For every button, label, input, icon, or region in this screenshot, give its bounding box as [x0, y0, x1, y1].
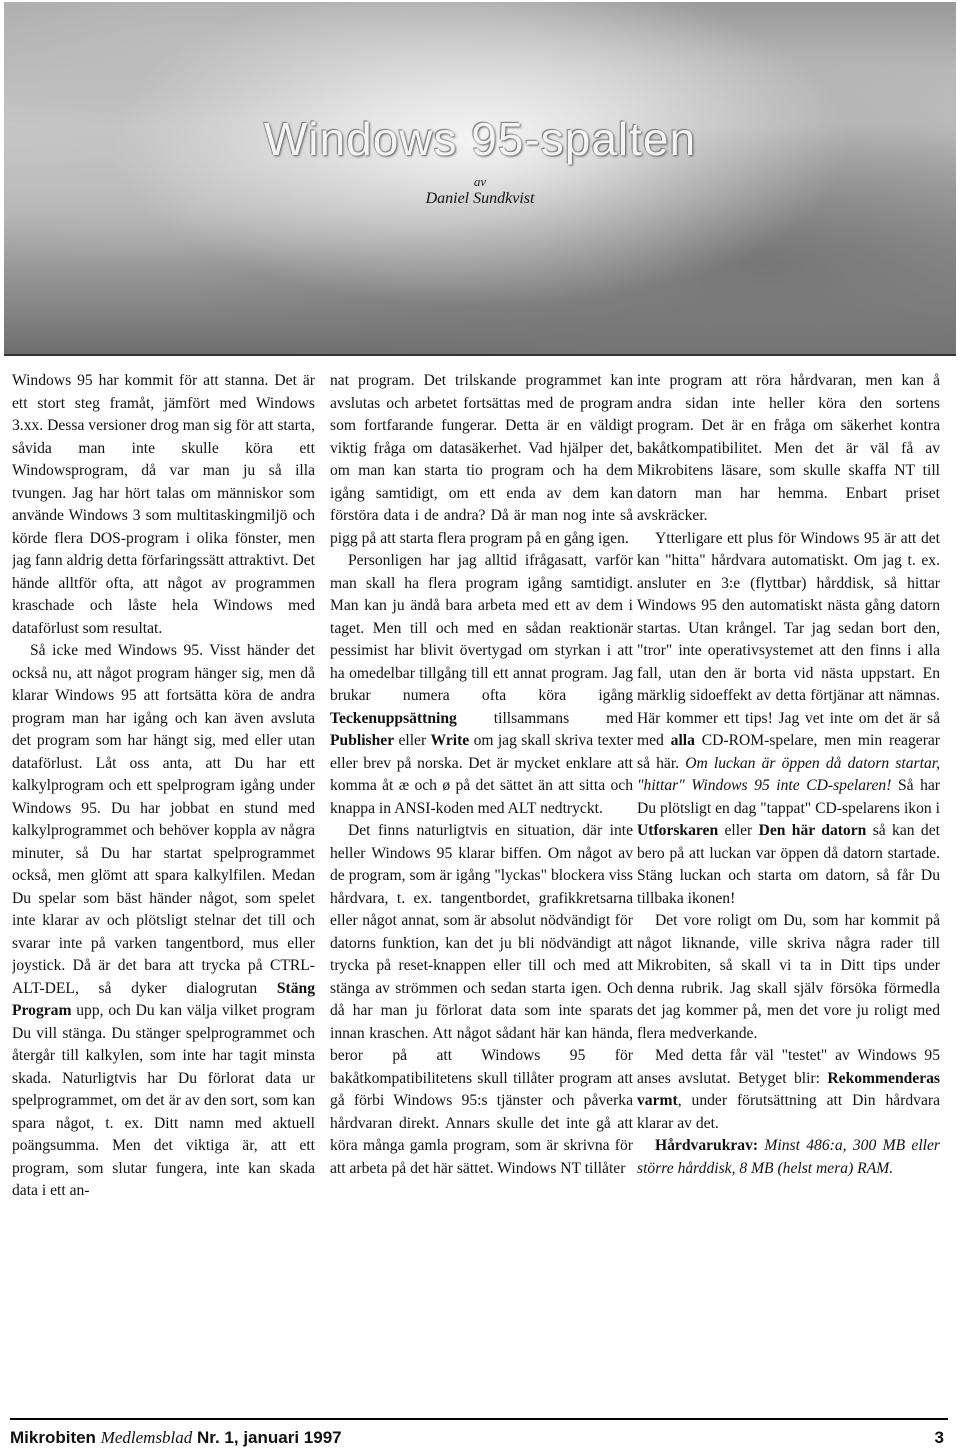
bold-text: Stäng Program — [12, 979, 315, 1019]
article-body — [12, 370, 950, 1395]
italic-text: Om luckan är öppen då datorn startar, "hittar" Windows 95 inte CD-spelaren! — [637, 754, 940, 794]
page-number: 3 — [934, 1428, 944, 1447]
footer-publication — [10, 1428, 342, 1448]
paragraph — [637, 1135, 940, 1180]
text-run: CD-ROM-spelare, men min reagerar så här. — [637, 732, 940, 772]
paragraph: Windows 95 har kommit för att stanna. Det är ett stort steg framåt, jämfört med Windows 3.xx. Dessa versioner drog man sig för att starta, såvida man inte skulle köra ett Windowsprogram, då var man ju så illa tvungen. Jag har hört talas om människor som använde Windows 3 som multitaskingmiljö och körde flera DOS-program i olika fönster, men jag fann aldrig detta förfaringssätt attraktivt. Det hände alltför ofta, att något av programmen kraschade och låste hela Windows med dataförlust som resultat. — [12, 372, 315, 637]
header-banner — [4, 2, 956, 356]
column-3 — [637, 370, 940, 1395]
paragraph: nat program. Det trilskande programmet kan avslutas och arbetet fortsättas med de program som fortfarande fungerar. Detta är en väldigt viktig fråga om datasäkerhet. Vad hjälper det, om man kan starta tio program och ha dem igång samtidigt, om ett enda av dem kan förstöra data i de andra? Då är man nog inte så pigg på att starta flera program på en gång igen. — [330, 372, 633, 547]
paragraph — [12, 640, 315, 1203]
article-title: Windows 95-spalten — [263, 113, 697, 165]
text-run: om jag skall skriva texter eller brev på norska. Det är mycket enklare att komma åt æ och ø på det sättet än att sitta och knappa in ANSI-koden med ALT nedtryckt. — [330, 732, 633, 817]
publication-name: Mikrobiten — [10, 1428, 96, 1447]
bold-text: Hårdvarukrav: — [655, 1137, 759, 1154]
bold-text: Publisher — [330, 732, 395, 749]
text-run: eller — [394, 732, 431, 749]
bold-text: Den här datorn — [758, 822, 867, 839]
publication-script: Medlemsblad — [100, 1428, 193, 1447]
bold-text: Write — [430, 732, 470, 749]
paragraph — [637, 528, 940, 911]
byline-author: Daniel Sundkvist — [425, 190, 535, 207]
column-2 — [330, 370, 633, 1395]
text-run: Så icke med Windows 95. Visst händer det också nu, att något program hänger sig, men då klarar Windows 95 att fortsätta köra de andra program man har igång och kan även avsluta det program som har hängt sig, med eller utan dataförlust. Låt oss anta, att Du har ett kalkylprogram och ett spelprogram igång under Windows 95. Du har jobbat en stund med kalkylprogrammet och behöver koppla av några minuter, så Du har startat spelprogrammet också, men glömt att spara kalkylfilen. Medan Du spelar som bäst händer något, som spelet inte klarar av och plötsligt stelnar det till och svarar inte på varken tangentbord, mus eller joystick. Då är det bara att trycka på CTRL-ALT-DEL, så dyker dialogrutan — [12, 642, 315, 997]
text-run: upp, och Du kan välja vilket program Du vill stänga. Du stänger spelprogrammet och återgår till kalkylen, som inte har tagit minsta skada. Naturligtvis har Du förlorat data ur spelprogrammet, om det är av den sort, som kan spara något, t. ex. Ditt namn med aktuell poängsumma. Men det viktiga är, att ett program, som slutar fungera, inte kan skada data i ett an- — [12, 1002, 315, 1199]
text-run: så kan det bero på att luckan var öppen då datorn startade. Stäng luckan och starta om datorn, så får Du tillbaka ikonen! — [637, 822, 940, 907]
issue-number: Nr. 1, januari 1997 — [197, 1428, 342, 1447]
text-run: Personligen har jag alltid ifrågasatt, varför man skall ha flera program igång samtidigt. Man kan ju ändå bara arbeta med ett av dem i taget. Men till och med en sådan reaktionär pessimist har blivit övertygad om styrkan i att ha omedelbar tillgång till ett annat program. Jag brukar numera ofta köra igång — [330, 552, 633, 704]
paragraph: Det vore roligt om Du, som har kommit på något liknande, ville skriva några rader till Mikrobiten, så skall vi ta in Ditt tips under denna rubrik. Jag skall själv försöka förmedla det jag kommer på, men det vore ju roligt med flera medverkande. — [637, 912, 940, 1042]
bold-text: Teckenuppsättning — [330, 709, 457, 727]
page-footer — [10, 1418, 948, 1450]
bold-text: Utforskaren — [637, 822, 719, 839]
paragraph: inte program att röra hårdvaran, men kan å andra sidan inte heller köra den sortens program. Det är en fråga om säkerhet kontra bakåtkompatibilitet. Men det är väl få av Mikrobitens läsare, som skulle skaffa NT till datorn man har hemma. Enbart priset avskräcker. — [637, 372, 940, 524]
paragraph — [637, 1045, 940, 1135]
text-run: eller — [718, 822, 759, 839]
byline-av: av — [473, 174, 487, 189]
bold-text: alla — [670, 732, 695, 749]
text-run: Så har Du plötsligt en dag "tappat" CD-spelarens ikon i — [637, 777, 940, 817]
paragraph — [330, 550, 633, 820]
text-run: Ytterligare ett plus för Windows 95 är att det kan "hitta" hårdvara automatiskt. Om jag t. ex. ansluter en 3:e (flyttbar) hårddisk, så hittar Windows 95 den automatiskt nästa gång datorn startas. Utan krångel. Tar jag sedan bort den, "tror" inte operativsystemet att den finns i alla fall, utan den är borta vid nästa uppstart. En märklig sidoeffekt av detta förtjänar att nämnas. Här kommer ett tips! Jag vet inte om det är så med — [637, 529, 940, 749]
italic-text: Minst 486:a, 300 MB eller större hårddisk, 8 MB (helst mera) RAM. — [637, 1137, 940, 1177]
paragraph: Det finns naturligtvis en situation, där inte heller Windows 95 klarar biffen. Om något av de program, som är igång "lyckas" blockera viss hårdvara, t. ex. tangentbordet, grafikkretsarna eller något annat, som är absolut nödvändigt för datorns funktion, kan det ju bli nödvändigt att trycka på reset-knappen eller till och med att stänga av strömmen och sedan starta igen. Och då har man ju förlorat data som inte sparats innan kraschen. Att något sådant här kan hända, beror på att Windows 95 för bakåtkompatibilitetens skull tillåter program att gå förbi Windows 95:s tjänster och påverka hårdvaran direkt. Annars skulle det inte gå att köra många gamla program, som är skrivna för att arbeta på det här sättet. Windows NT tillåter — [330, 822, 633, 1177]
text-run: Med detta får väl "testet" av Windows 95 anses avslutat. Betyget blir: — [637, 1047, 940, 1087]
column-1 — [12, 370, 315, 1395]
text-run: tillsammans med — [456, 709, 633, 727]
text-run: , under förutsättning att Din hårdvara klarar av det. — [637, 1092, 940, 1132]
bold-text: Rekommenderas varmt — [637, 1069, 940, 1109]
